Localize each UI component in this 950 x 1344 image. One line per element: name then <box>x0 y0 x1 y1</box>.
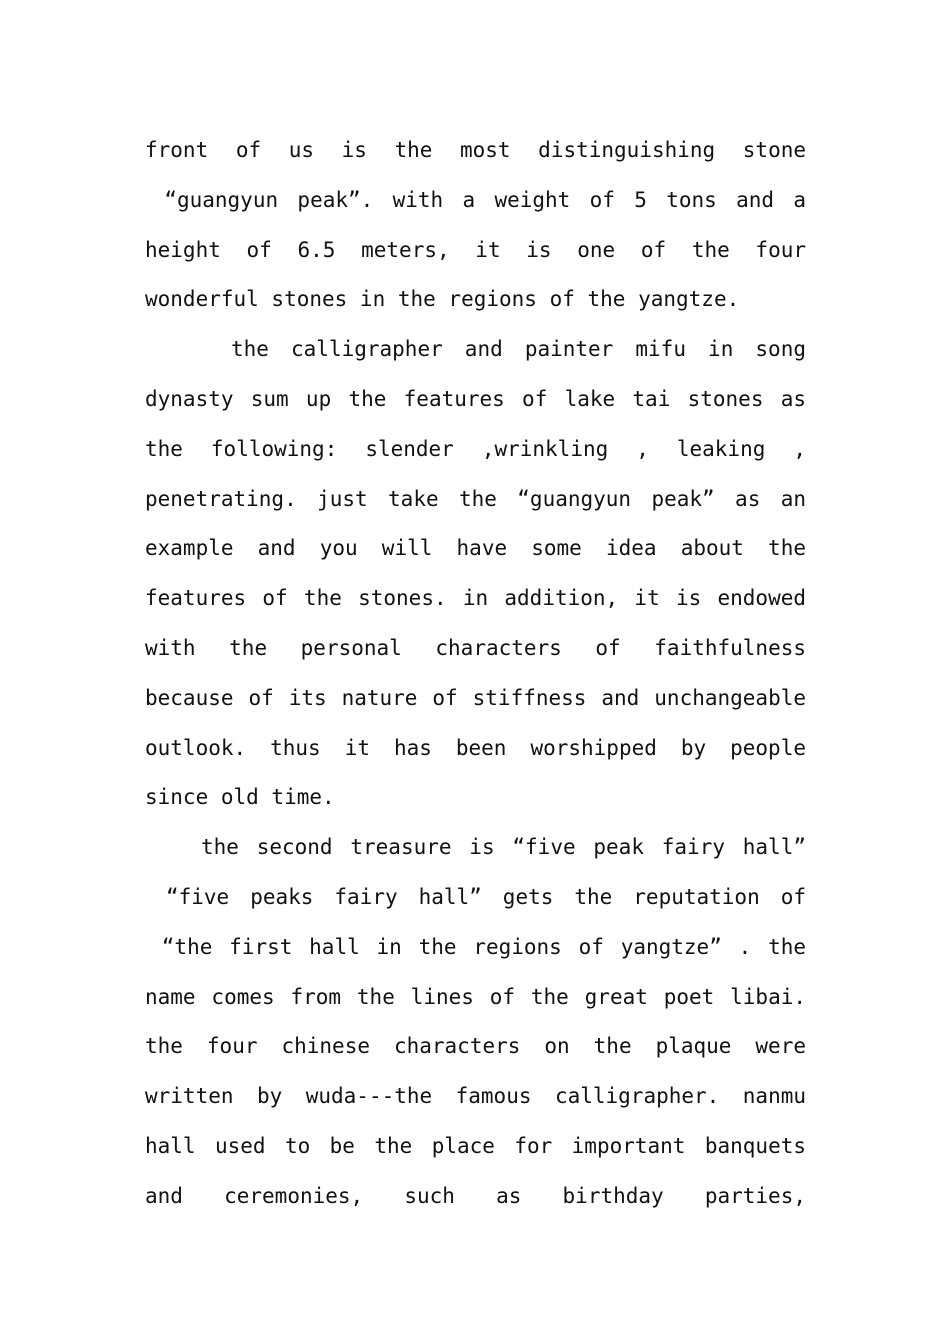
paragraph-lake-tai-stones <box>145 325 806 823</box>
text-line: outlook. thus it has been worshipped by people <box>145 735 806 760</box>
text-line: example and you will have some idea about the <box>145 536 806 561</box>
text-line: and ceremonies, such as birthday parties, <box>145 1183 806 1208</box>
text-line: front of us is the most distinguishing stone <box>145 138 806 162</box>
text-line: because of its nature of stiffness and unchangeable <box>145 685 806 710</box>
text-line: “guangyun peak”. with a weight of 5 tons and a <box>145 187 806 212</box>
text-line: wonderful stones in the regions of the yangtze. <box>145 287 740 312</box>
text-line: with the personal characters of faithfulness <box>145 635 806 660</box>
text-line: “five peaks fairy hall” gets the reputation of <box>145 884 806 909</box>
text-line: “the first hall in the regions of yangtze” . the <box>145 934 806 959</box>
text-line: hall used to be the place for important banquets <box>145 1133 806 1158</box>
text-line: features of the stones. in addition, it is endowed <box>145 586 806 611</box>
text-line: dynasty sum up the features of lake tai stones as <box>145 386 806 411</box>
text-line: penetrating. just take the “guangyun peak” as an <box>145 486 806 511</box>
text-line: the four chinese characters on the plaque were <box>145 1034 806 1059</box>
text-line: written by wuda---the famous calligrapher. nanmu <box>145 1084 806 1109</box>
text-line: since old time. <box>145 785 335 810</box>
text-line: the second treasure is “five peak fairy hall” <box>201 835 806 860</box>
paragraph-guangyun-peak <box>145 126 806 325</box>
text-line: the following: slender ,wrinkling , leaking , <box>145 436 806 461</box>
text-line: name comes from the lines of the great poet libai. <box>145 984 806 1009</box>
text-line: the calligrapher and painter mifu in song <box>231 337 806 362</box>
text-line: height of 6.5 meters, it is one of the four <box>145 237 806 262</box>
document-body <box>145 126 806 1222</box>
paragraph-five-peak-fairy-hall <box>145 823 806 1221</box>
